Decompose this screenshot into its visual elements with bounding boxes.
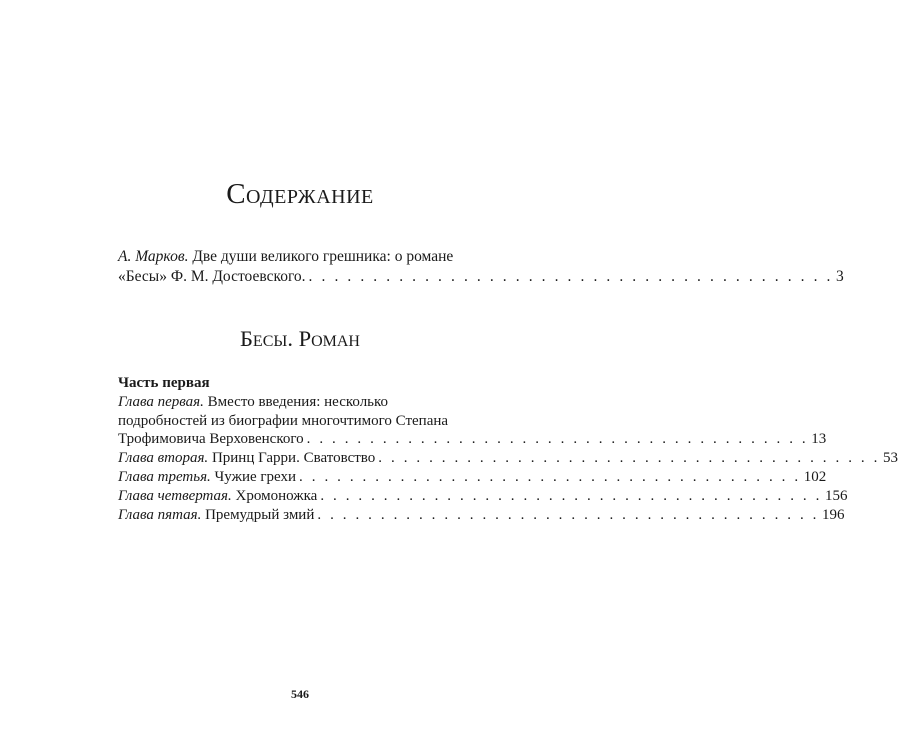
leader-dots: . . . . . . . . . . . . . . . . . . . . . . . . . . . . . . . . . . . . . . . . . xyxy=(308,268,834,285)
chapter-page: 102 xyxy=(803,468,827,485)
leader-dots: . . . . . . . . . . . . . . . . . . . . . . . . . . . . . . . . . . . . . . . . xyxy=(320,487,822,504)
chapter-label: Глава третья. xyxy=(118,468,211,485)
chapter-text: Трофимовича Верховенского xyxy=(118,431,304,448)
chapter-page: 53 xyxy=(882,450,898,467)
chapter-label: Глава пятая. xyxy=(118,506,202,523)
chapter-page: 196 xyxy=(822,506,845,523)
leader-dots: . . . . . . . . . . . . . . . . . . . . . . . . . . . . . . . . . . . . . . . . xyxy=(317,506,820,523)
intro-entry[interactable] xyxy=(118,247,844,287)
chapter-entry-1[interactable] xyxy=(118,393,827,449)
intro-entry-line2 xyxy=(118,267,844,287)
chapter-text: Принц Гарри. Сватовство xyxy=(211,450,376,467)
chapter-page: 13 xyxy=(811,431,827,448)
intro-title-line1: Две души великого грешника: о романе xyxy=(192,248,454,265)
chapter-text: Хромоножка xyxy=(235,487,318,504)
chapter-entry-2[interactable] xyxy=(118,449,898,468)
intro-title-line2: «Бесы» Ф. М. Достоевского. xyxy=(118,268,306,285)
chapter-label: Глава вторая. xyxy=(118,450,209,467)
intro-entry-line1: А. Марков. Две души великого грешника: о романе xyxy=(118,248,454,265)
chapter-1-line1 xyxy=(118,393,481,412)
chapter-page: 156 xyxy=(824,487,848,504)
chapter-label: Глава четвертая. xyxy=(118,487,232,504)
intro-author: А. Марков xyxy=(118,248,185,265)
chapter-label: Глава первая. xyxy=(118,393,204,410)
chapter-text: Чужие грехи xyxy=(214,468,297,485)
leader-dots: . . . . . . . . . . . . . . . . . . . . . . . . . . . . . . . . . . . . . . . . xyxy=(299,468,801,485)
chapter-1-line3 xyxy=(118,430,827,449)
chapter-text: Премудрый змий xyxy=(205,506,315,523)
chapter-text: Вместо введения: несколько xyxy=(207,393,389,410)
chapter-entry-4[interactable] xyxy=(118,487,848,506)
part-title: Часть первая xyxy=(118,375,210,391)
chapter-entry-3[interactable] xyxy=(118,468,827,487)
contents-heading: Содержание xyxy=(226,178,374,210)
section-heading: Бесы. Роман xyxy=(240,326,360,351)
leader-dots: . . . . . . . . . . . . . . . . . . . . . . . . . . . . . . . . . . . . . . . . xyxy=(378,450,880,467)
part-one-list xyxy=(118,374,898,524)
chapter-entry-5[interactable] xyxy=(118,506,845,525)
chapter-1-line2: подробностей из биографии многочтимого Степана xyxy=(118,412,449,429)
leader-dots: . . . . . . . . . . . . . . . . . . . . . . . . . . . . . . . . . . . . . . . . xyxy=(306,431,809,448)
page-number: 546 xyxy=(291,687,309,701)
intro-page: 3 xyxy=(836,268,844,285)
